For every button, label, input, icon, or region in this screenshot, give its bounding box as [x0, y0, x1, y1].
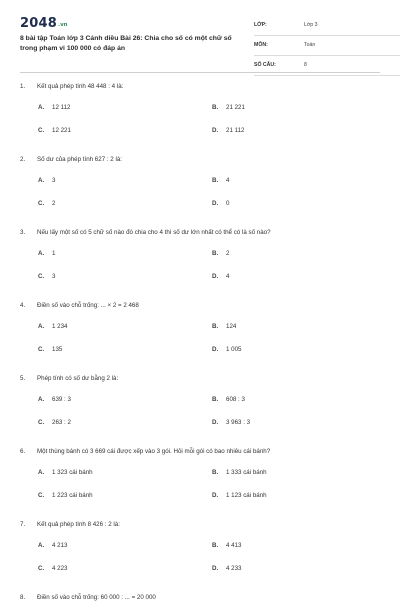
option-text: 3 — [52, 177, 56, 184]
worksheet-title: 8 bài tập Toán lớp 3 Cánh diều Bài 26: Chia cho số có một chữ số trong phạm vi 100 000 có đáp án — [20, 35, 232, 52]
question-prompt: Phép tính có số dư bằng 2 là: — [37, 375, 119, 382]
question-6 — [20, 445, 380, 518]
option-letter: D. — [212, 200, 219, 207]
question-4 — [20, 299, 380, 372]
option-text: 4 — [226, 177, 230, 184]
option-text: 4 213 — [52, 542, 68, 549]
question-text — [20, 375, 118, 382]
option-a[interactable] — [38, 250, 55, 257]
option-d[interactable] — [212, 273, 229, 280]
option-letter: D. — [212, 273, 219, 280]
option-b[interactable] — [212, 469, 267, 476]
option-letter: B. — [212, 104, 219, 111]
option-c[interactable] — [38, 200, 55, 207]
option-letter: C. — [38, 346, 45, 353]
option-letter: A. — [38, 104, 45, 111]
option-a[interactable] — [38, 177, 55, 184]
question-8 — [20, 591, 380, 611]
question-list — [20, 80, 380, 611]
question-2 — [20, 153, 380, 226]
option-text: 0 — [226, 200, 230, 207]
question-prompt: Kết quả phép tính 8 426 : 2 là: — [37, 521, 120, 528]
option-text: 21 221 — [226, 104, 245, 111]
option-c[interactable] — [38, 127, 71, 134]
option-letter: B. — [212, 542, 219, 549]
meta-label: SỐ CÂU: — [254, 62, 276, 68]
question-number: 7. — [20, 521, 26, 528]
question-number: 4. — [20, 302, 26, 309]
option-text: 2 — [52, 200, 56, 207]
option-text: 1 005 — [226, 346, 242, 353]
option-text: 1 223 cái bánh — [52, 492, 93, 499]
logo-text: 2048 — [20, 16, 57, 31]
question-prompt: Kết quả phép tính 48 448 : 4 là: — [37, 83, 124, 90]
option-a[interactable] — [38, 396, 71, 403]
meta-value: 8 — [304, 62, 307, 68]
option-text: 639 : 3 — [52, 396, 71, 403]
option-text: 4 223 — [52, 565, 68, 572]
meta-row-subject — [254, 38, 400, 56]
option-b[interactable] — [212, 177, 229, 184]
option-letter: C. — [38, 273, 45, 280]
option-c[interactable] — [38, 273, 55, 280]
question-text — [20, 83, 123, 90]
option-b[interactable] — [212, 250, 229, 257]
option-a[interactable] — [38, 469, 93, 476]
option-text: 263 : 2 — [52, 419, 71, 426]
option-letter: D. — [212, 492, 219, 499]
option-letter: A. — [38, 396, 45, 403]
question-number: 8. — [20, 594, 26, 601]
question-text — [20, 156, 122, 163]
question-prompt: Điền số vào chỗ trống: ... × 2 = 2 468 — [37, 302, 139, 309]
option-c[interactable] — [38, 419, 71, 426]
site-logo[interactable] — [20, 16, 68, 31]
option-text: 1 333 cái bánh — [226, 469, 267, 476]
option-a[interactable] — [38, 104, 70, 111]
option-d[interactable] — [212, 200, 229, 207]
option-text: 2 — [226, 250, 230, 257]
worksheet-header — [20, 12, 380, 76]
option-c[interactable] — [38, 565, 67, 572]
option-letter: B. — [212, 469, 219, 476]
option-text: 1 — [52, 250, 56, 257]
logo-suffix: .vn — [57, 22, 68, 28]
option-letter: B. — [212, 396, 219, 403]
question-text — [20, 302, 139, 309]
option-letter: A. — [38, 542, 45, 549]
option-text: 21 112 — [226, 127, 245, 134]
option-letter: D. — [212, 565, 219, 572]
option-letter: A. — [38, 177, 45, 184]
option-text: 3 963 : 3 — [226, 419, 251, 426]
option-b[interactable] — [212, 396, 245, 403]
option-text: 12 221 — [52, 127, 71, 134]
option-d[interactable] — [212, 419, 250, 426]
question-prompt: Số dư của phép tính 627 : 2 là: — [37, 156, 122, 163]
option-a[interactable] — [38, 542, 67, 549]
option-a[interactable] — [38, 323, 67, 330]
option-letter: D. — [212, 419, 219, 426]
option-letter: A. — [38, 250, 45, 257]
question-text — [20, 448, 270, 455]
question-prompt: Nếu lấy một số có 5 chữ số nào đó chia cho 4 thì số dư lớn nhất có thể có là số nào? — [37, 229, 271, 236]
question-number: 2. — [20, 156, 26, 163]
question-3 — [20, 226, 380, 299]
meta-label: MÔN: — [254, 42, 268, 48]
option-letter: C. — [38, 127, 45, 134]
option-d[interactable] — [212, 346, 241, 353]
option-b[interactable] — [212, 323, 236, 330]
option-d[interactable] — [212, 492, 267, 499]
option-text: 4 — [226, 273, 230, 280]
option-letter: C. — [38, 200, 45, 207]
option-letter: C. — [38, 565, 45, 572]
option-b[interactable] — [212, 104, 245, 111]
option-letter: D. — [212, 127, 219, 134]
option-b[interactable] — [212, 542, 241, 549]
option-c[interactable] — [38, 346, 62, 353]
meta-value: Toán — [304, 42, 316, 48]
option-letter: D. — [212, 346, 219, 353]
question-prompt: Một thùng bánh có 3 669 cái được xếp vào 3 gói. Hỏi mỗi gói có bao nhiêu cái bánh? — [37, 448, 271, 455]
option-text: 608 : 3 — [226, 396, 245, 403]
option-text: 135 — [52, 346, 63, 353]
option-letter: A. — [38, 469, 45, 476]
meta-value: Lớp 3 — [304, 22, 318, 28]
question-1 — [20, 80, 380, 153]
meta-label: LỚP: — [254, 22, 267, 28]
option-text: 1 234 — [52, 323, 68, 330]
question-number: 6. — [20, 448, 26, 455]
question-number: 3. — [20, 229, 26, 236]
meta-row-count — [254, 58, 400, 76]
question-5 — [20, 372, 380, 445]
question-7 — [20, 518, 380, 591]
option-d[interactable] — [212, 565, 241, 572]
header-divider — [20, 72, 380, 73]
option-text: 3 — [52, 273, 56, 280]
option-text: 12 112 — [52, 104, 71, 111]
option-letter: B. — [212, 177, 219, 184]
option-letter: C. — [38, 492, 45, 499]
option-letter: A. — [38, 323, 45, 330]
question-text — [20, 521, 120, 528]
option-letter: B. — [212, 250, 219, 257]
option-text: 4 233 — [226, 565, 242, 572]
option-text: 1 323 cái bánh — [52, 469, 93, 476]
option-text: 4 413 — [226, 542, 242, 549]
option-text: 124 — [226, 323, 237, 330]
question-prompt: Điền số vào chỗ trống: 60 000 : ... = 20 000 — [37, 594, 156, 601]
question-number: 5. — [20, 375, 26, 382]
option-letter: B. — [212, 323, 219, 330]
option-text: 1 123 cái bánh — [226, 492, 267, 499]
meta-row-class — [254, 18, 400, 36]
option-d[interactable] — [212, 127, 244, 134]
option-c[interactable] — [38, 492, 93, 499]
option-letter: C. — [38, 419, 45, 426]
worksheet-meta — [254, 18, 400, 78]
question-number: 1. — [20, 83, 26, 90]
question-text — [20, 229, 271, 236]
